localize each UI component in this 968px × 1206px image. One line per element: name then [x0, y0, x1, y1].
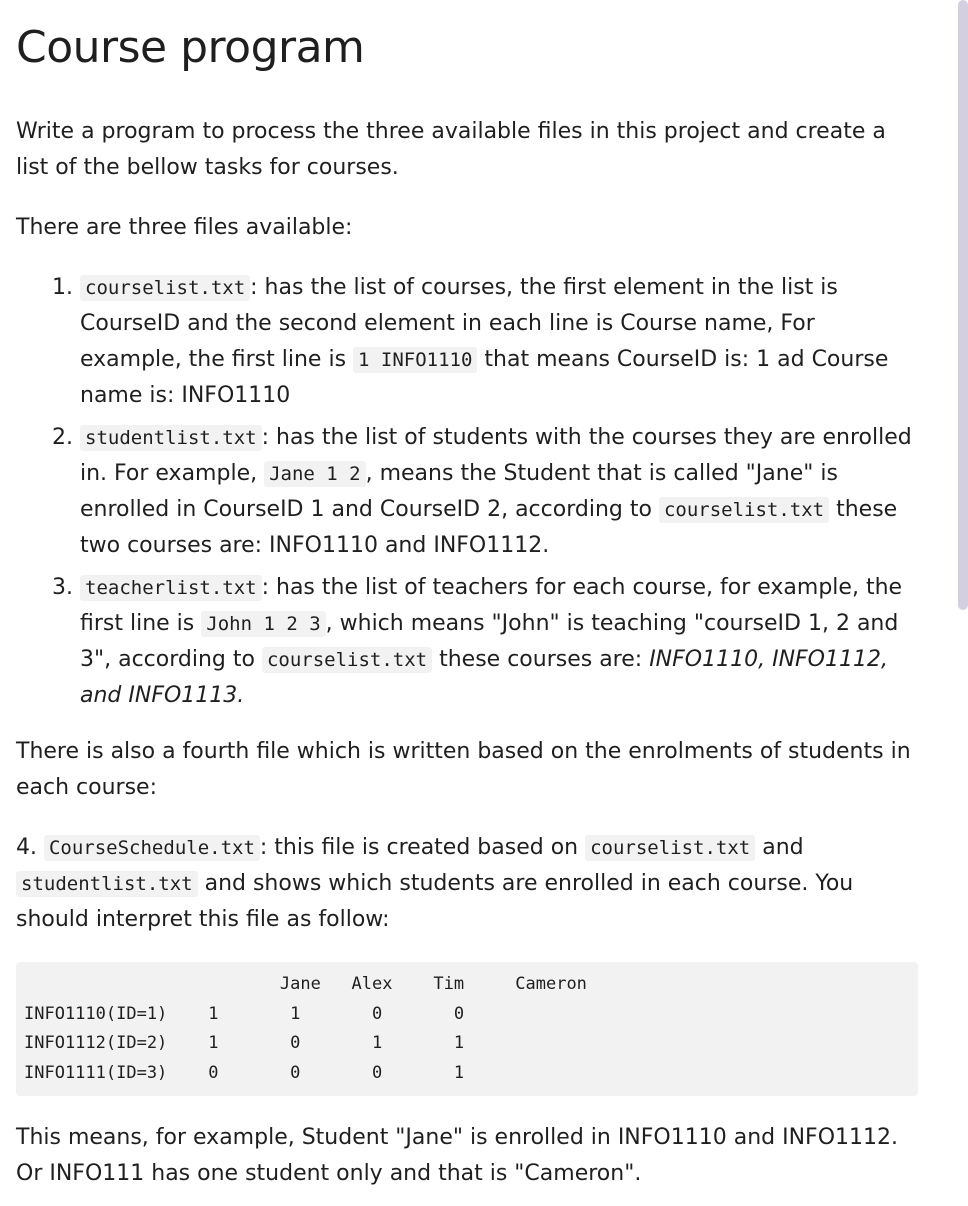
file-name-code: teacherlist.txt — [80, 575, 262, 601]
files-intro-paragraph: There are three files available: — [16, 215, 353, 240]
scrollbar-thumb[interactable] — [958, 0, 968, 610]
example-code: Jane 1 2 — [264, 461, 366, 487]
task-item-studentlist — [16, 420, 916, 564]
task-text: these two courses are: INFO1110 and INFO1112. — [80, 497, 898, 558]
course-schedule-code-block: Jane Alex Tim Cameron INFO1110(ID=1) 1 1 0 0 INFO1112(ID=2) 1 0 1 1 INFO1111(ID=3) 0 0 0 1 — [16, 962, 918, 1096]
file-name-code: courselist.txt — [80, 275, 250, 301]
intro-paragraph: Write a program to process the three available files in this project and create a list of the bellow tasks for courses. — [16, 119, 886, 180]
file-name-code: courselist.txt — [585, 835, 755, 861]
schedule-text: and shows which students are enrolled in each course. You should interpret this file as follow: — [16, 871, 854, 932]
task-item-teacherlist — [16, 570, 916, 714]
task-list — [16, 270, 916, 714]
schedule-paragraph — [16, 830, 916, 938]
file-name-code: CourseSchedule.txt — [44, 835, 260, 861]
task-text: , which means "John" is teaching "courseID 1, 2 and 3", according to — [80, 611, 899, 672]
file-name-code: studentlist.txt — [80, 425, 262, 451]
emphasis-text: INFO1110, INFO1112, and INFO1113. — [80, 647, 888, 708]
file-name-code: courselist.txt — [262, 647, 432, 673]
task-text: : has the list of courses, the first element in the list is CourseID and the second element in each line is Course name, For example, the first line is — [80, 275, 838, 372]
task-number: 2. — [52, 425, 73, 450]
file-name-code: studentlist.txt — [16, 871, 198, 897]
file-name-code: courselist.txt — [659, 497, 829, 523]
page-title: Course program — [16, 22, 365, 73]
task-text: : has the list of teachers for each course, for example, the first line is — [80, 575, 903, 636]
document-content — [16, 0, 916, 1192]
task-text: these courses are: — [432, 647, 650, 672]
task-number: 3. — [52, 575, 73, 600]
scrollbar-track[interactable] — [956, 0, 968, 1206]
task-text: that means CourseID is: 1 ad Course name is: INFO1110 — [80, 347, 889, 408]
task-number: 1. — [52, 275, 73, 300]
example-code: John 1 2 3 — [201, 611, 325, 637]
fourth-file-intro: There is also a fourth file which is written based on the enrolments of students in each course: — [16, 739, 911, 800]
task-text: : has the list of students with the courses they are enrolled in. For example, — [80, 425, 912, 486]
schedule-text: and — [755, 835, 804, 860]
meaning-paragraph: This means, for example, Student "Jane" is enrolled in INFO1110 and INFO1112. Or INFO111 has one student only and that is "Cameron". — [16, 1125, 898, 1186]
example-code: 1 INFO1110 — [353, 347, 477, 373]
schedule-text: : this file is created based on — [259, 835, 586, 860]
task-text: , means the Student that is called "Jane" is enrolled in CourseID 1 and CourseID 2, according to — [80, 461, 838, 522]
task-item-courselist — [16, 270, 916, 414]
schedule-number: 4. — [16, 835, 44, 860]
